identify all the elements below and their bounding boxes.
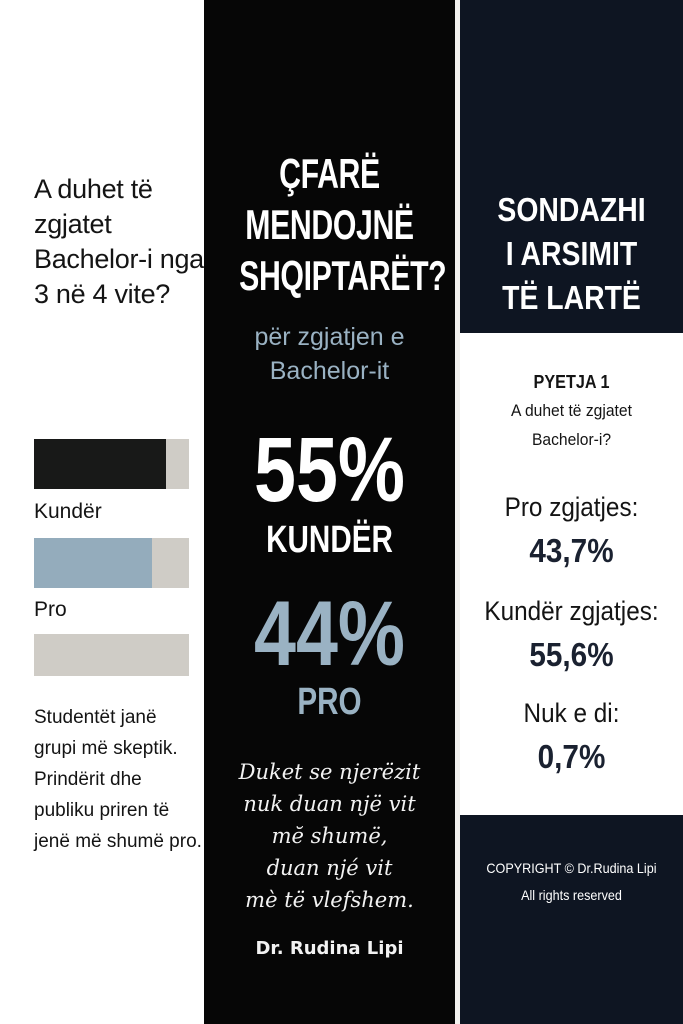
center-column bbox=[204, 0, 455, 1024]
pro-label: PRO bbox=[297, 681, 362, 723]
subline-line: Bachelor-it bbox=[269, 357, 390, 385]
bar-pro bbox=[34, 538, 189, 588]
bar-against-fill bbox=[34, 439, 166, 489]
quote-line: nuk duan një vit bbox=[243, 792, 416, 816]
stat-against-label: Kundër zgjatjes: bbox=[484, 596, 659, 626]
survey-title bbox=[476, 188, 668, 320]
quote-line: mè të vlefshem. bbox=[245, 888, 414, 912]
headline-line: MENDOJNË bbox=[245, 201, 414, 248]
question-text-line: A duhet të zgjatet bbox=[511, 401, 632, 420]
survey-title-line: I ARSIMIT bbox=[505, 235, 638, 272]
against-label: KUNDËR bbox=[266, 519, 393, 561]
quote-line: Duket se njerëzit bbox=[238, 760, 421, 784]
left-note: Studentët janë grupi më skeptik. Prindërit dhe publiku priren të jenë më shumë pro. bbox=[34, 707, 202, 852]
stat-undecided-label: Nuk e di: bbox=[523, 698, 620, 728]
left-question: A duhet të zgjatet Bachelor-i nga 3 në 4 vite? bbox=[34, 174, 204, 309]
bar-pro-label: Pro bbox=[34, 598, 67, 621]
title-panel bbox=[460, 0, 683, 333]
stat-pro-value: 43,7% bbox=[529, 532, 614, 569]
question-number: PYETJA 1 bbox=[533, 372, 610, 392]
question-text-line: Bachelor-i? bbox=[531, 430, 612, 449]
copyright-panel bbox=[460, 815, 683, 1024]
bar-undecided bbox=[34, 634, 189, 676]
headline-line: ÇFARË bbox=[279, 150, 380, 197]
bar-against-label: Kundër bbox=[34, 500, 102, 523]
bar-against bbox=[34, 439, 189, 489]
stat-pro-label: Pro zgjatjes: bbox=[504, 492, 639, 522]
left-column bbox=[0, 0, 204, 1024]
survey-title-line: TË LARTË bbox=[502, 279, 641, 316]
headline-line: SHQIPTARËT? bbox=[239, 252, 447, 299]
stat-undecided-value: 0,7% bbox=[537, 738, 606, 775]
quote bbox=[204, 756, 455, 916]
subline bbox=[204, 320, 455, 388]
rights-text: All rights reserved bbox=[521, 887, 622, 903]
stat-against-value: 55,6% bbox=[529, 636, 614, 673]
bar-pro-fill bbox=[34, 538, 152, 588]
copyright-text: COPYRIGHT © Dr.Rudina Lipi bbox=[486, 860, 657, 876]
question-block bbox=[460, 368, 683, 454]
quote-author: Dr. Rudina Lipi bbox=[255, 938, 404, 959]
right-column bbox=[460, 0, 683, 1024]
against-percentage: 55% bbox=[253, 419, 405, 521]
subline-line: për zgjatjen e bbox=[254, 323, 405, 351]
pro-percentage: 44% bbox=[253, 583, 405, 685]
survey-title-line: SONDAZHI bbox=[497, 191, 646, 228]
quote-line: mĕ shumë, bbox=[271, 824, 388, 848]
headline bbox=[239, 148, 447, 301]
quote-line: duan njé vit bbox=[266, 856, 393, 880]
